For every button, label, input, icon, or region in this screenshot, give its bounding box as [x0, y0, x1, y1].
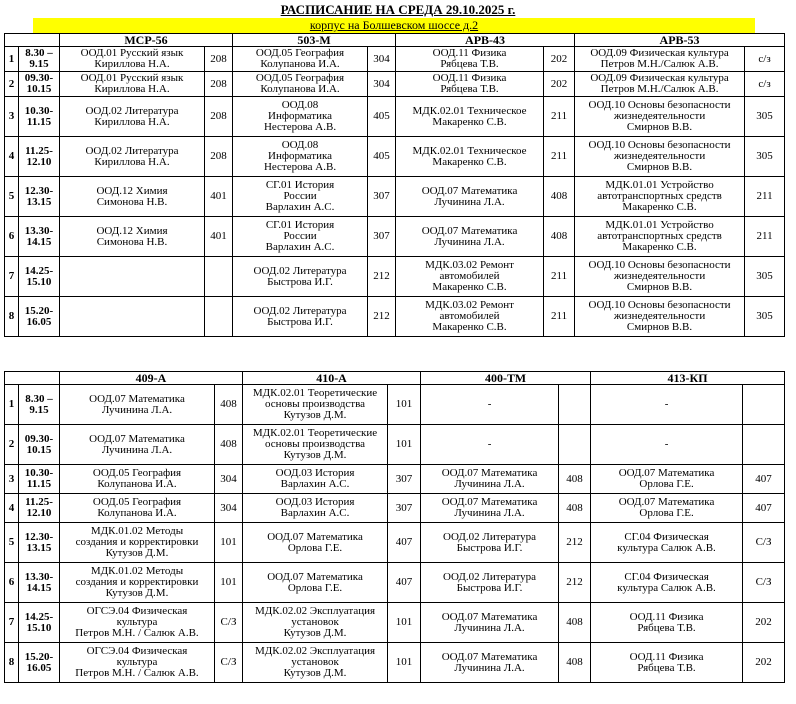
lesson-row — [5, 385, 785, 425]
subject-cell: ООД.05 География Колупанова И.А. — [60, 465, 215, 494]
subject-cell: ООД.02 Литература Быстрова И.Г. — [233, 257, 368, 297]
subject-cell: ООД.08 Информатика Нестерова А.В. — [233, 137, 368, 177]
subject-cell: ОГСЭ.04 Физическая культура Петров М.Н. / Салюк А.В. — [60, 643, 215, 683]
room-cell: 408 — [559, 494, 591, 523]
subject-cell: ООД.07 Математика Лучинина Л.А. — [60, 385, 215, 425]
lesson-number: 8 — [5, 643, 19, 683]
room-cell: 101 — [215, 563, 243, 603]
lesson-row — [5, 97, 785, 137]
lesson-number: 3 — [5, 97, 19, 137]
subject-cell: ООД.11 Физика Рябцева Т.В. — [591, 603, 743, 643]
subject-cell: - — [591, 385, 743, 425]
lesson-row — [5, 494, 785, 523]
subject-cell: СГ.01 История России Варлахин А.С. — [233, 217, 368, 257]
subject-cell: ООД.02 Литература Кириллова Н.А. — [60, 137, 205, 177]
lesson-row — [5, 177, 785, 217]
group-header-row — [5, 34, 785, 47]
subject-cell: ООД.05 География Колупанова И.А. — [60, 494, 215, 523]
lesson-row — [5, 297, 785, 337]
room-cell: 407 — [743, 494, 785, 523]
subject-cell — [60, 297, 205, 337]
subject-cell: ООД.07 Математика Лучинина Л.А. — [421, 494, 559, 523]
room-cell: 408 — [544, 177, 575, 217]
group-header: 400-ТМ — [421, 372, 591, 385]
subject-cell: ООД.09 Физическая культура Петров М.Н./Салюк А.В. — [575, 47, 745, 72]
room-cell: 407 — [743, 465, 785, 494]
lesson-number: 2 — [5, 425, 19, 465]
subject-cell: МДК.02.01 Теоретические основы производства Кутузов Д.М. — [243, 385, 388, 425]
room-cell: 208 — [205, 97, 233, 137]
room-cell: С/З — [743, 523, 785, 563]
room-cell: 407 — [388, 523, 421, 563]
room-cell: 401 — [205, 217, 233, 257]
subject-cell: МДК.03.02 Ремонт автомобилей Макаренко С.В. — [396, 257, 544, 297]
subject-cell: ООД.01 Русский язык Кириллова Н.А. — [60, 72, 205, 97]
lesson-number: 5 — [5, 177, 19, 217]
room-cell: 202 — [743, 603, 785, 643]
lesson-row — [5, 47, 785, 72]
lesson-number: 1 — [5, 385, 19, 425]
room-cell: 101 — [388, 425, 421, 465]
lesson-number: 1 — [5, 47, 19, 72]
lesson-number: 4 — [5, 137, 19, 177]
subject-cell: ООД.03 История Варлахин А.С. — [243, 465, 388, 494]
room-cell: 208 — [205, 137, 233, 177]
lesson-row — [5, 72, 785, 97]
subject-cell: ООД.07 Математика Лучинина Л.А. — [421, 643, 559, 683]
room-cell: 305 — [745, 257, 785, 297]
room-cell: 405 — [368, 97, 396, 137]
room-cell: с/з — [745, 72, 785, 97]
subject-cell: ООД.07 Математика Лучинина Л.А. — [60, 425, 215, 465]
lesson-time: 10.30- 11.15 — [19, 465, 60, 494]
room-cell: 304 — [215, 494, 243, 523]
room-cell: 407 — [388, 563, 421, 603]
room-cell: 305 — [745, 297, 785, 337]
room-cell: 307 — [388, 465, 421, 494]
room-cell: 408 — [559, 603, 591, 643]
room-cell — [559, 385, 591, 425]
lesson-time: 12.30- 13.15 — [19, 523, 60, 563]
subject-cell: ООД.10 Основы безопасности жизнедеятельности Смирнов В.В. — [575, 97, 745, 137]
room-cell: 307 — [368, 217, 396, 257]
subject-cell: ООД.02 Литература Быстрова И.Г. — [233, 297, 368, 337]
subject-cell: ООД.09 Физическая культура Петров М.Н./Салюк А.В. — [575, 72, 745, 97]
room-cell — [559, 425, 591, 465]
room-cell: 101 — [388, 385, 421, 425]
room-cell: 405 — [368, 137, 396, 177]
lesson-row — [5, 523, 785, 563]
room-cell: С/З — [215, 603, 243, 643]
subject-cell: ООД.10 Основы безопасности жизнедеятельности Смирнов В.В. — [575, 137, 745, 177]
room-cell: 304 — [368, 72, 396, 97]
subject-cell: ООД.05 География Колупанова И.А. — [233, 47, 368, 72]
group-header: 413-КП — [591, 372, 785, 385]
lesson-row — [5, 603, 785, 643]
subject-cell: МДК.02.01 Техническое Макаренко С.В. — [396, 137, 544, 177]
subject-cell: МДК.02.02 Эксплуатация установок Кутузов Д.М. — [243, 603, 388, 643]
subject-cell: ООД.05 География Колупанова И.А. — [233, 72, 368, 97]
lesson-number: 6 — [5, 563, 19, 603]
lesson-time: 8.30 – 9.15 — [19, 47, 60, 72]
lesson-number: 8 — [5, 297, 19, 337]
schedule-table-top — [4, 33, 785, 337]
group-header: 409-А — [60, 372, 243, 385]
room-cell: 208 — [205, 72, 233, 97]
subject-cell: ООД.07 Математика Лучинина Л.А. — [421, 465, 559, 494]
room-cell: 211 — [544, 97, 575, 137]
subject-cell: ООД.07 Математика Орлова Г.Е. — [243, 563, 388, 603]
lesson-time: 11.25- 12.10 — [19, 494, 60, 523]
room-cell: 212 — [368, 257, 396, 297]
room-cell: 304 — [368, 47, 396, 72]
page-title: РАСПИСАНИЕ НА СРЕДА 29.10.2025 г. — [280, 2, 516, 17]
room-cell — [205, 297, 233, 337]
room-cell: С/З — [743, 563, 785, 603]
room-cell — [205, 257, 233, 297]
subject-cell: СГ.01 История России Варлахин А.С. — [233, 177, 368, 217]
lesson-time: 14.25- 15.10 — [19, 257, 60, 297]
group-header-row — [5, 372, 785, 385]
lesson-time: 09.30- 10.15 — [19, 425, 60, 465]
lesson-row — [5, 217, 785, 257]
subject-cell: ОГСЭ.04 Физическая культура Петров М.Н. / Салюк А.В. — [60, 603, 215, 643]
lesson-time: 09.30- 10.15 — [19, 72, 60, 97]
subject-cell: ООД.02 Литература Быстрова И.Г. — [421, 523, 559, 563]
lesson-time: 15.20- 16.05 — [19, 297, 60, 337]
subject-cell: МДК.02.01 Техническое Макаренко С.В. — [396, 97, 544, 137]
subject-cell: МДК.01.01 Устройство автотранспортных средств Макаренко С.В. — [575, 177, 745, 217]
subject-cell: ООД.07 Математика Лучинина Л.А. — [396, 217, 544, 257]
room-cell: 408 — [215, 425, 243, 465]
subject-cell: МДК.02.01 Теоретические основы производства Кутузов Д.М. — [243, 425, 388, 465]
schedule-table-bottom — [4, 371, 785, 683]
subject-cell: ООД.11 Физика Рябцева Т.В. — [591, 643, 743, 683]
subject-cell: - — [421, 385, 559, 425]
header-spacer-cell — [5, 34, 60, 47]
room-cell: 408 — [215, 385, 243, 425]
room-cell: 101 — [388, 603, 421, 643]
lesson-time: 8.30 – 9.15 — [19, 385, 60, 425]
lesson-number: 7 — [5, 603, 19, 643]
room-cell: 211 — [745, 217, 785, 257]
room-cell: 101 — [215, 523, 243, 563]
room-cell: 401 — [205, 177, 233, 217]
subject-cell: МДК.02.02 Эксплуатация установок Кутузов Д.М. — [243, 643, 388, 683]
subject-cell: ООД.02 Литература Кириллова Н.А. — [60, 97, 205, 137]
subject-cell: ООД.03 История Варлахин А.С. — [243, 494, 388, 523]
subject-cell: МДК.01.01 Устройство автотранспортных средств Макаренко С.В. — [575, 217, 745, 257]
subject-cell: ООД.08 Информатика Нестерова А.В. — [233, 97, 368, 137]
room-cell — [743, 385, 785, 425]
lesson-time: 11.25- 12.10 — [19, 137, 60, 177]
room-cell: 408 — [544, 217, 575, 257]
header-spacer-cell — [5, 372, 60, 385]
subject-cell: ООД.10 Основы безопасности жизнедеятельности Смирнов В.В. — [575, 257, 745, 297]
group-header: МСР-56 — [60, 34, 233, 47]
lesson-time: 15.20- 16.05 — [19, 643, 60, 683]
lesson-number: 7 — [5, 257, 19, 297]
room-cell: 307 — [368, 177, 396, 217]
lesson-time: 13.30- 14.15 — [19, 563, 60, 603]
room-cell: 202 — [743, 643, 785, 683]
lesson-time: 14.25- 15.10 — [19, 603, 60, 643]
room-cell: с/з — [745, 47, 785, 72]
subject-cell: ООД.07 Математика Орлова Г.Е. — [243, 523, 388, 563]
subject-cell: СГ.04 Физическая культура Салюк А.В. — [591, 523, 743, 563]
room-cell: С/З — [215, 643, 243, 683]
room-cell: 211 — [745, 177, 785, 217]
subject-cell: МДК.01.02 Методы создания и корректировки Кутузов Д.М. — [60, 523, 215, 563]
room-cell: 212 — [368, 297, 396, 337]
subject-cell: ООД.07 Математика Орлова Г.Е. — [591, 465, 743, 494]
room-cell: 408 — [559, 465, 591, 494]
room-cell: 208 — [205, 47, 233, 72]
lesson-number: 6 — [5, 217, 19, 257]
subject-cell: - — [421, 425, 559, 465]
subject-cell: МДК.01.02 Методы создания и корректировки Кутузов Д.М. — [60, 563, 215, 603]
subject-cell: ООД.02 Литература Быстрова И.Г. — [421, 563, 559, 603]
subject-cell: ООД.10 Основы безопасности жизнедеятельности Смирнов В.В. — [575, 297, 745, 337]
lesson-time: 10.30- 11.15 — [19, 97, 60, 137]
lesson-number: 4 — [5, 494, 19, 523]
subject-cell: - — [591, 425, 743, 465]
group-header: АРВ-43 — [396, 34, 575, 47]
room-cell: 202 — [544, 72, 575, 97]
subject-cell: ООД.07 Математика Лучинина Л.А. — [421, 603, 559, 643]
room-cell: 304 — [215, 465, 243, 494]
room-cell: 202 — [544, 47, 575, 72]
room-cell: 212 — [559, 523, 591, 563]
room-cell: 211 — [544, 297, 575, 337]
room-cell: 211 — [544, 257, 575, 297]
subject-cell: ООД.11 Физика Рябцева Т.В. — [396, 47, 544, 72]
lesson-number: 5 — [5, 523, 19, 563]
campus-subtitle: корпус на Болшевском шоссе д.2 — [33, 18, 755, 33]
subject-cell: МДК.03.02 Ремонт автомобилей Макаренко С.В. — [396, 297, 544, 337]
room-cell: 305 — [745, 97, 785, 137]
subject-cell: ООД.11 Физика Рябцева Т.В. — [396, 72, 544, 97]
lesson-row — [5, 425, 785, 465]
subject-cell — [60, 257, 205, 297]
group-header: 503-М — [233, 34, 396, 47]
lesson-time: 13.30- 14.15 — [19, 217, 60, 257]
subject-cell: ООД.07 Математика Лучинина Л.А. — [396, 177, 544, 217]
lesson-time: 12.30- 13.15 — [19, 177, 60, 217]
room-cell: 211 — [544, 137, 575, 177]
subject-cell: ООД.12 Химия Симонова Н.В. — [60, 177, 205, 217]
room-cell: 212 — [559, 563, 591, 603]
lesson-row — [5, 643, 785, 683]
room-cell: 101 — [388, 643, 421, 683]
subject-cell: ООД.07 Математика Орлова Г.Е. — [591, 494, 743, 523]
room-cell: 408 — [559, 643, 591, 683]
subject-cell: ООД.01 Русский язык Кириллова Н.А. — [60, 47, 205, 72]
lesson-row — [5, 465, 785, 494]
lesson-number: 2 — [5, 72, 19, 97]
subject-cell: ООД.12 Химия Симонова Н.В. — [60, 217, 205, 257]
room-cell: 307 — [388, 494, 421, 523]
subject-cell: СГ.04 Физическая культура Салюк А.В. — [591, 563, 743, 603]
lesson-row — [5, 257, 785, 297]
room-cell: 305 — [745, 137, 785, 177]
room-cell — [743, 425, 785, 465]
lesson-row — [5, 563, 785, 603]
lesson-row — [5, 137, 785, 177]
group-header: 410-А — [243, 372, 421, 385]
lesson-number: 3 — [5, 465, 19, 494]
group-header: АРВ-53 — [575, 34, 785, 47]
